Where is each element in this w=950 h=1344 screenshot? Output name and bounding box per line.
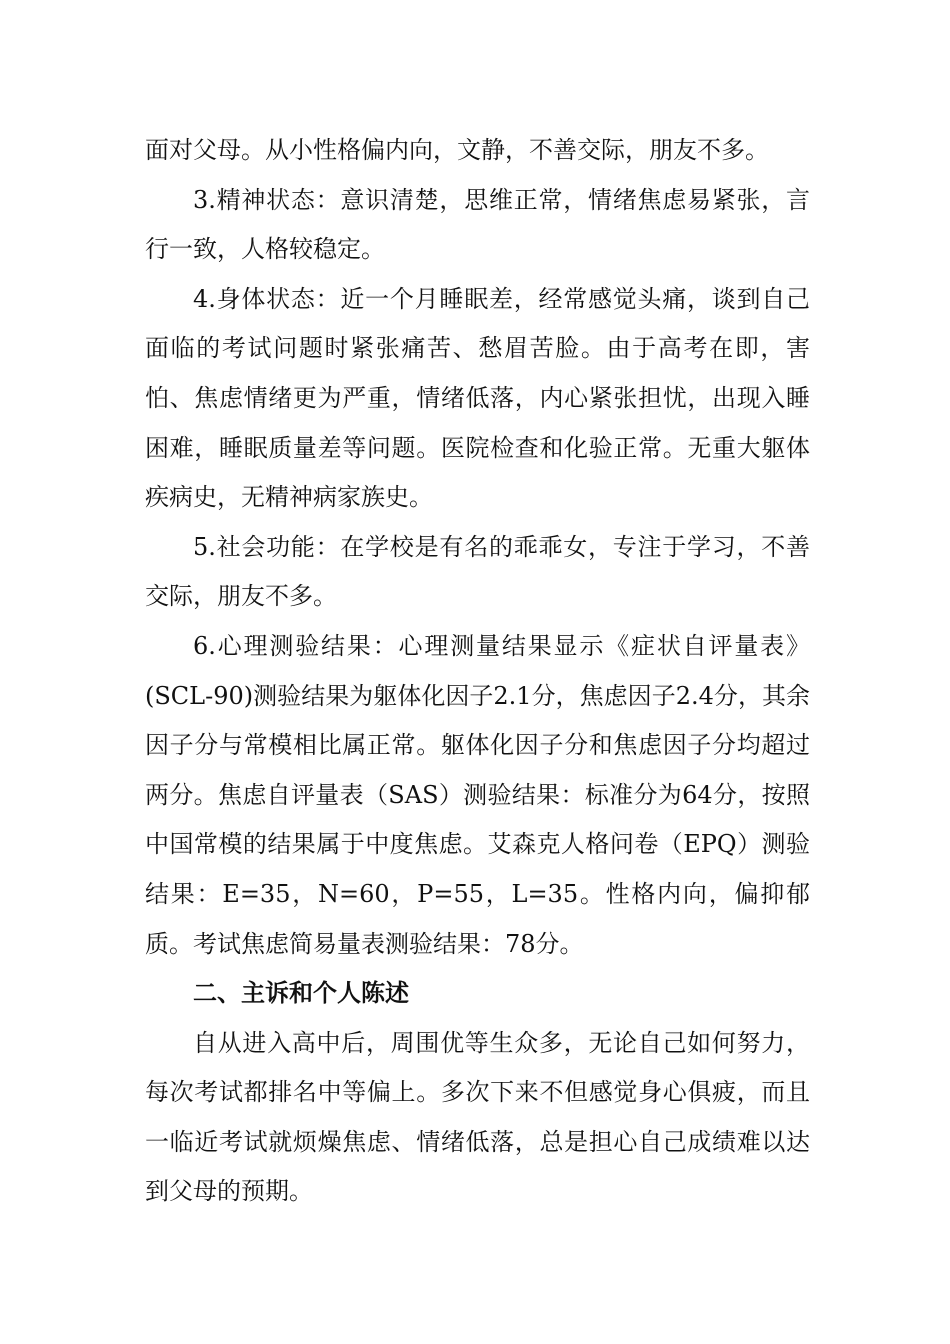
paragraph-mental-state: 3.精神状态：意识清楚，思维正常，情绪焦虑易紧张，言行一致，人格较稳定。 — [145, 185, 810, 264]
paragraph-continuation: 面对父母。从小性格偏内向，文静，不善交际，朋友不多。 — [145, 136, 769, 164]
paragraph-personal-statement: 自从进入高中后，周围优等生众多，无论自己如何努力，每次考试都排名中等偏上。多次下来不但感觉身心俱疲，而且一临近考试就烦燥焦虑、情绪低落，总是担心自己成绩难以达到父母的预期。 — [145, 1028, 810, 1206]
paragraph-physical-state: 4.身体状态：近一个月睡眠差，经常感觉头痛，谈到自己面临的考试问题时紧张痛苦、愁眉苦脸。由于高考在即，害怕、焦虑情绪更为严重，情绪低落，内心紧张担忧，出现入睡困难，睡眠质量差等问题。医院检查和化验正常。无重大躯体疾病史，无精神病家族史。 — [145, 284, 810, 512]
paragraph-test-results: 6.心理测验结果：心理测量结果显示《症状自评量表》(SCL-90)测验结果为躯体化因子2.1分，焦虑因子2.4分，其余因子分与常模相比属正常。躯体化因子分和焦虑因子分均超过两分。焦虑自评量表（SAS）测验结果：标准分为64分，按照中国常模的结果属于中度焦虑。艾森克人格问卷（EPQ）测验结果：E=35，N=60，P=55，L=35。性格内向，偏抑郁质。考试焦虑简易量表测验结果：78分。 — [145, 631, 810, 958]
document-body — [145, 126, 810, 1217]
paragraph-social-function: 5.社会功能：在学校是有名的乖乖女，专注于学习，不善交际，朋友不多。 — [145, 532, 810, 611]
section-heading: 二、主诉和个人陈述 — [193, 979, 409, 1008]
